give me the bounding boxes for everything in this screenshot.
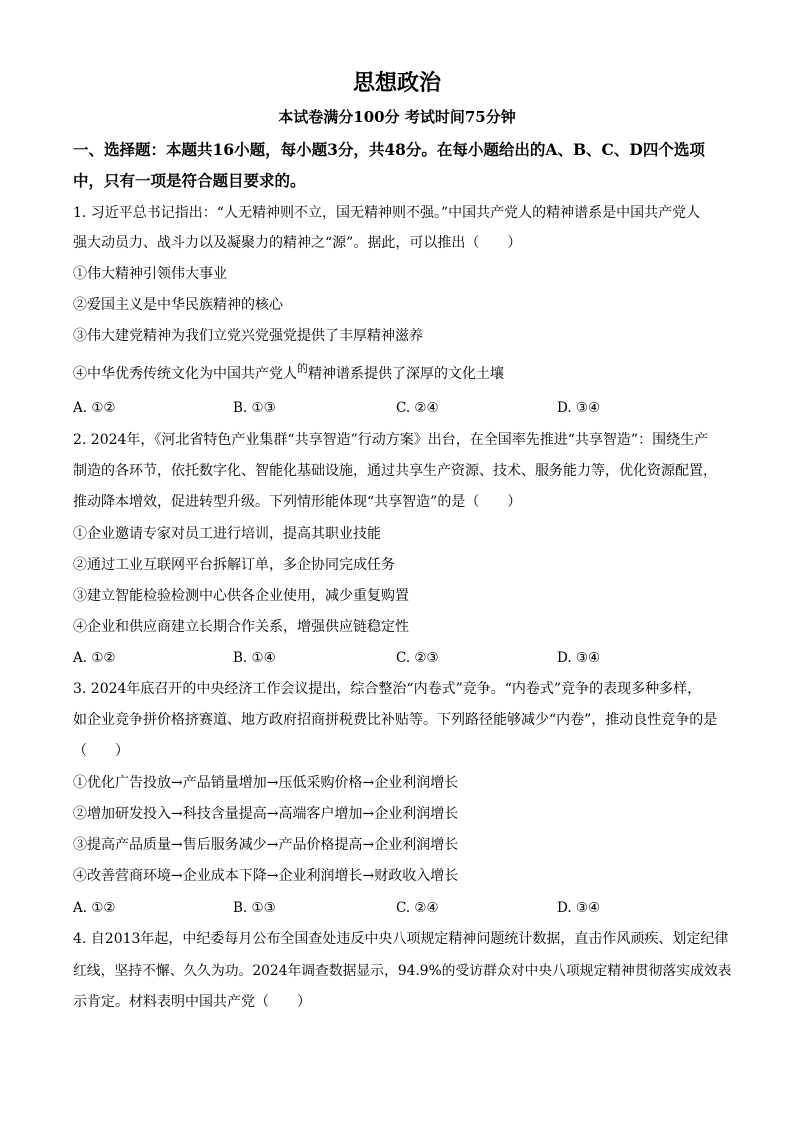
- page-title: 思想政治: [352, 71, 441, 96]
- section-heading-line1: 一、选择题：本题共16小题，每小题3分，共48分。在每小题给出的A、B、C、D四个选项: [73, 140, 705, 159]
- q2-stem-line1: 2. 2024年，《河北省特色产业集群“共享智造”行动方案》出台，在全国率先推进“共享智造”：围绕生产: [73, 432, 709, 448]
- q2-option-d: D. ③④: [557, 650, 601, 666]
- q2-item-4: ④企业和供应商建立长期合作关系，增强供应链稳定性: [73, 619, 409, 635]
- q3-item-2: ②增加研发投入→科技含量提高→高端客户增加→企业利润增长: [73, 806, 459, 822]
- q1-item-1: ①伟大精神引领伟大事业: [73, 266, 227, 282]
- q1-item-2: ②爱国主义是中华民族精神的核心: [73, 297, 283, 313]
- q3-option-a: A. ①②: [73, 900, 116, 916]
- q2-option-b: B. ①④: [233, 650, 276, 666]
- q4-stem-line1: 4. 自2013年起，中纪委每月公布全国查处违反中央八项规定精神问题统计数据，直击作风顽疾、划定纪律: [73, 931, 729, 947]
- q2-item-2: ②通过工业互联网平台拆解订单，多企协同完成任务: [73, 557, 395, 573]
- q3-item-3: ③提高产品质量→售后服务减少→产品价格提高→企业利润增长: [73, 837, 459, 853]
- q3-item-4: ④改善营商环境→企业成本下降→企业利润增长→财政收入增长: [73, 868, 459, 884]
- exam-info: 本试卷满分100分 考试时间75分钟: [278, 108, 516, 126]
- q3-option-d: D. ③④: [557, 900, 601, 916]
- q1-item-4-superscript: 的: [297, 362, 308, 375]
- q2-item-1: ①企业邀请专家对员工进行培训，提高其职业技能: [73, 526, 381, 542]
- q1-item-4-part1: ④中华优秀传统文化为中国共产党人: [73, 366, 297, 382]
- q4-stem-line2: 红线，坚持不懈、久久为功。2024年调查数据显示，94.9%的受访群众对中央八项规定精神贯彻落实成效表: [73, 963, 732, 979]
- q2-option-a: A. ①②: [73, 650, 116, 666]
- q1-option-d: D. ③④: [557, 400, 601, 416]
- q1-item-4-part2: 精神谱系提供了深厚的文化土壤: [308, 366, 504, 382]
- q3-stem-line1: 3. 2024年底召开的中央经济工作会议提出，综合整治“内卷式”竞争。“内卷式”竞争的表现多种多样，: [73, 681, 702, 697]
- q1-item-4: [73, 364, 733, 385]
- q3-item-1: ①优化广告投放→产品销量增加→压低采购价格→企业利润增长: [73, 775, 459, 791]
- q1-item-3: ③伟大建党精神为我们立党兴党强党提供了丰厚精神滋养: [73, 328, 423, 344]
- q2-item-3: ③建立智能检验检测中心供各企业使用，减少重复购置: [73, 588, 409, 604]
- q3-option-b: B. ①③: [233, 900, 276, 916]
- section-heading-line2: 中，只有一项是符合题目要求的。: [73, 171, 306, 190]
- q2-stem-line3: 推动降本增效，促进转型升级。下列情形能体现“共享智造”的是（ ）: [73, 494, 522, 510]
- q3-stem-line2: 如企业竞争拼价格挤赛道、地方政府招商拼税费比补贴等。下列路径能够减少“内卷”，推动良性竞争的是: [73, 712, 718, 728]
- q1-option-a: A. ①②: [73, 400, 116, 416]
- q2-stem-line2: 制造的各环节，依托数字化、智能化基础设施，通过共享生产资源、技术、服务能力等，优化资源配置，: [73, 463, 717, 479]
- q1-stem-line2: 强大动员力、战斗力以及凝聚力的精神之“源”。据此，可以推出（ ）: [73, 235, 522, 251]
- q1-option-c: C. ②④: [396, 400, 439, 416]
- q1-stem-line1: 1. 习近平总书记指出：“人无精神则不立，国无精神则不强。”中国共产党人的精神谱系是中国共产党人: [73, 205, 701, 221]
- q2-option-c: C. ②③: [396, 650, 439, 666]
- q4-stem-line3: 示肯定。材料表明中国共产党（ ）: [73, 994, 311, 1010]
- q3-stem-line3: （ ）: [73, 743, 129, 759]
- q3-option-c: C. ②④: [396, 900, 439, 916]
- q1-option-b: B. ①③: [233, 400, 276, 416]
